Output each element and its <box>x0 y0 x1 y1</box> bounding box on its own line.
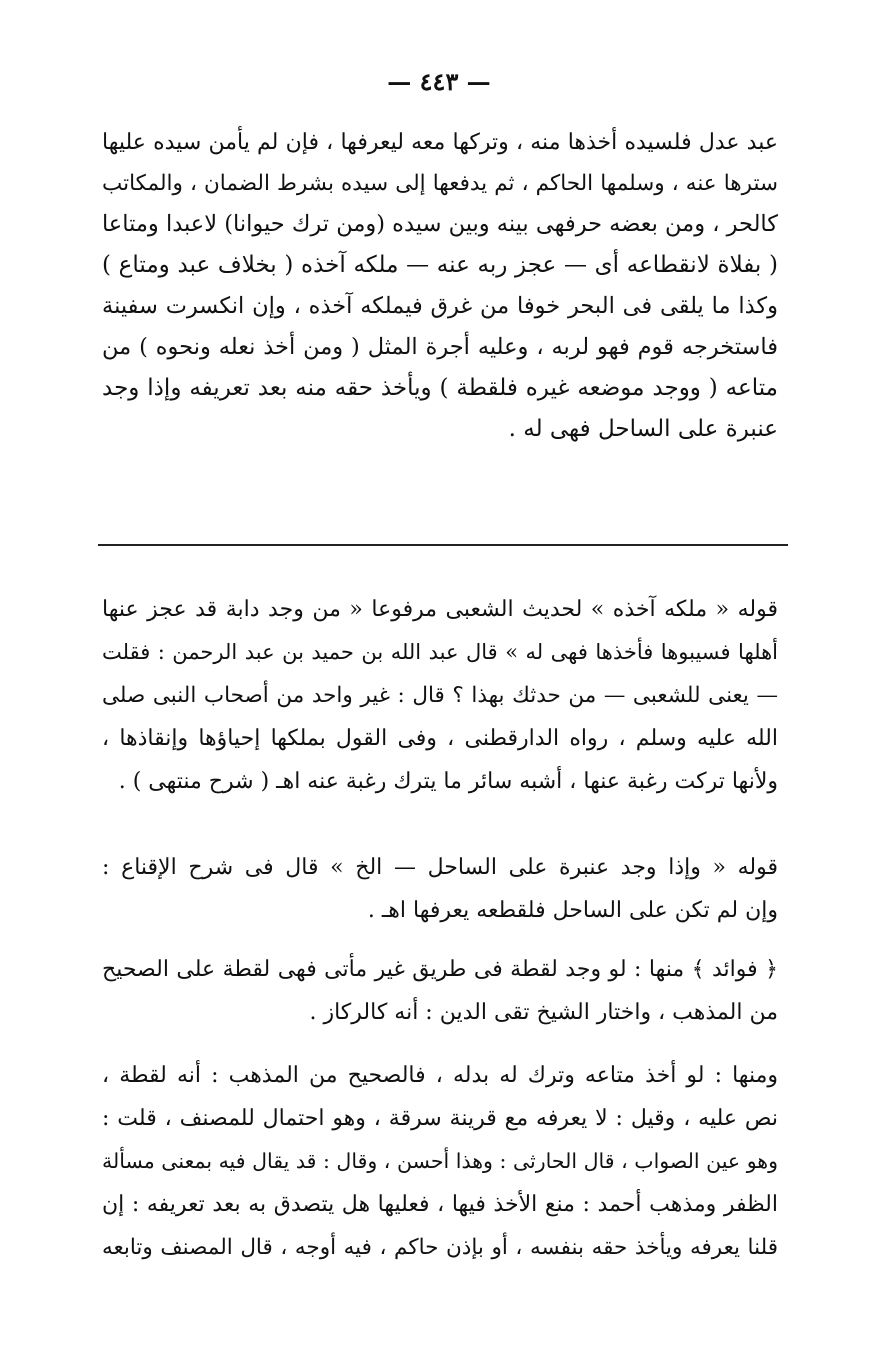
commentary-paragraph <box>102 948 778 1034</box>
main-text-line: سترها عنه ، وسلمها الحاكم ، ثم يدفعها إلى سيده بشرط الضمان ، والمكاتب <box>102 171 778 196</box>
main-text-line: ( بفلاة لانقطاعه أى — عجز ربه عنه — ملكه آخذه ( بخلاف عبد ومتاع ) <box>102 252 778 278</box>
commentary-line: الله عليه وسلم ، رواه الدارقطنى ، وفى القول بملكها إحياؤها وإنقاذها ، <box>102 726 778 751</box>
commentary-line: الظفر ومذهب أحمد : منع الأخذ فيها ، فعليها هل يتصدق به بعد تعريفه : إن <box>102 1192 778 1217</box>
main-text-line: عبد عدل فلسيده أخذها منه ، وتركها معه ليعرفها ، فإن لم يأمن سيده عليها <box>102 130 778 155</box>
commentary-line: وإن لم تكن على الساحل فلقطعه يعرفها اهـ . <box>367 898 778 923</box>
commentary-line: ومنها : لو أخذ متاعه وترك له بدله ، فالصحيح من المذهب : أنه لقطة ، <box>102 1063 778 1088</box>
commentary-line: — يعنى للشعبى — من حدثك بهذا ؟ قال : غير واحد من أصحاب النبى صلى <box>102 683 778 708</box>
commentary-paragraph <box>102 588 778 803</box>
commentary-line: ولأنها تركت رغبة عنها ، أشبه سائر ما يترك رغبة عنه اهـ ( شرح منتهى ) . <box>118 769 778 794</box>
main-text-block <box>102 122 778 450</box>
commentary-line: من المذهب ، واختار الشيخ تقى الدين : أنه كالركاز . <box>309 1000 778 1025</box>
main-text-line: كالحر ، ومن بعضه حرفهى بينه وبين سيده (ومن ترك حيوانا) لاعبدا ومتاعا <box>101 211 778 237</box>
page-number: — ٤٤٣ — <box>387 67 491 96</box>
main-text-line: متاعه ( ووجد موضعه غيره فلقطة ) ويأخذ حقه منه بعد تعريفه وإذا وجد <box>102 375 778 401</box>
commentary-line: نص عليه ، وقيل : لا يعرفه مع قرينة سرقة ، وهو احتمال للمصنف ، قلت : <box>102 1106 778 1131</box>
commentary-paragraph <box>102 846 778 932</box>
commentary-line: ﴿ فوائد ﴾ منها : لو وجد لقطة فى طريق غير مأتى فهى لقطة على الصحيح <box>102 957 778 982</box>
commentary-line: أهلها فسيبوها فأخذها فهى له » قال عبد الله بن حميد بن عبد الرحمن : فقلت <box>102 640 778 664</box>
commentary-paragraph <box>102 1054 778 1269</box>
commentary-line: قوله « وإذا وجد عنبرة على الساحل — الخ » قال فى شرح الإقناع : <box>102 855 778 880</box>
commentary-line: قلنا يعرفه ويأخذ حقه بنفسه ، أو بإذن حاكم ، فيه أوجه ، قال المصنف وتابعه <box>102 1235 778 1260</box>
main-text-line: عنبرة على الساحل فهى له . <box>508 416 778 442</box>
commentary-line: قوله « ملكه آخذه » لحديث الشعبى مرفوعا « من وجد دابة قد عجز عنها <box>102 597 778 622</box>
main-text-line: وكذا ما يلقى فى البحر خوفا من غرق فيملكه آخذه ، وإن انكسرت سفينة <box>102 293 778 319</box>
main-text-line: فاستخرجه قوم فهو لربه ، وعليه أجرة المثل ( ومن أخذ نعله ونحوه ) من <box>102 334 778 360</box>
commentary-line: وهو عين الصواب ، قال الحارثى : وهذا أحسن ، وقال : قد يقال فيه بمعنى مسألة <box>102 1149 778 1173</box>
section-divider <box>98 544 788 546</box>
